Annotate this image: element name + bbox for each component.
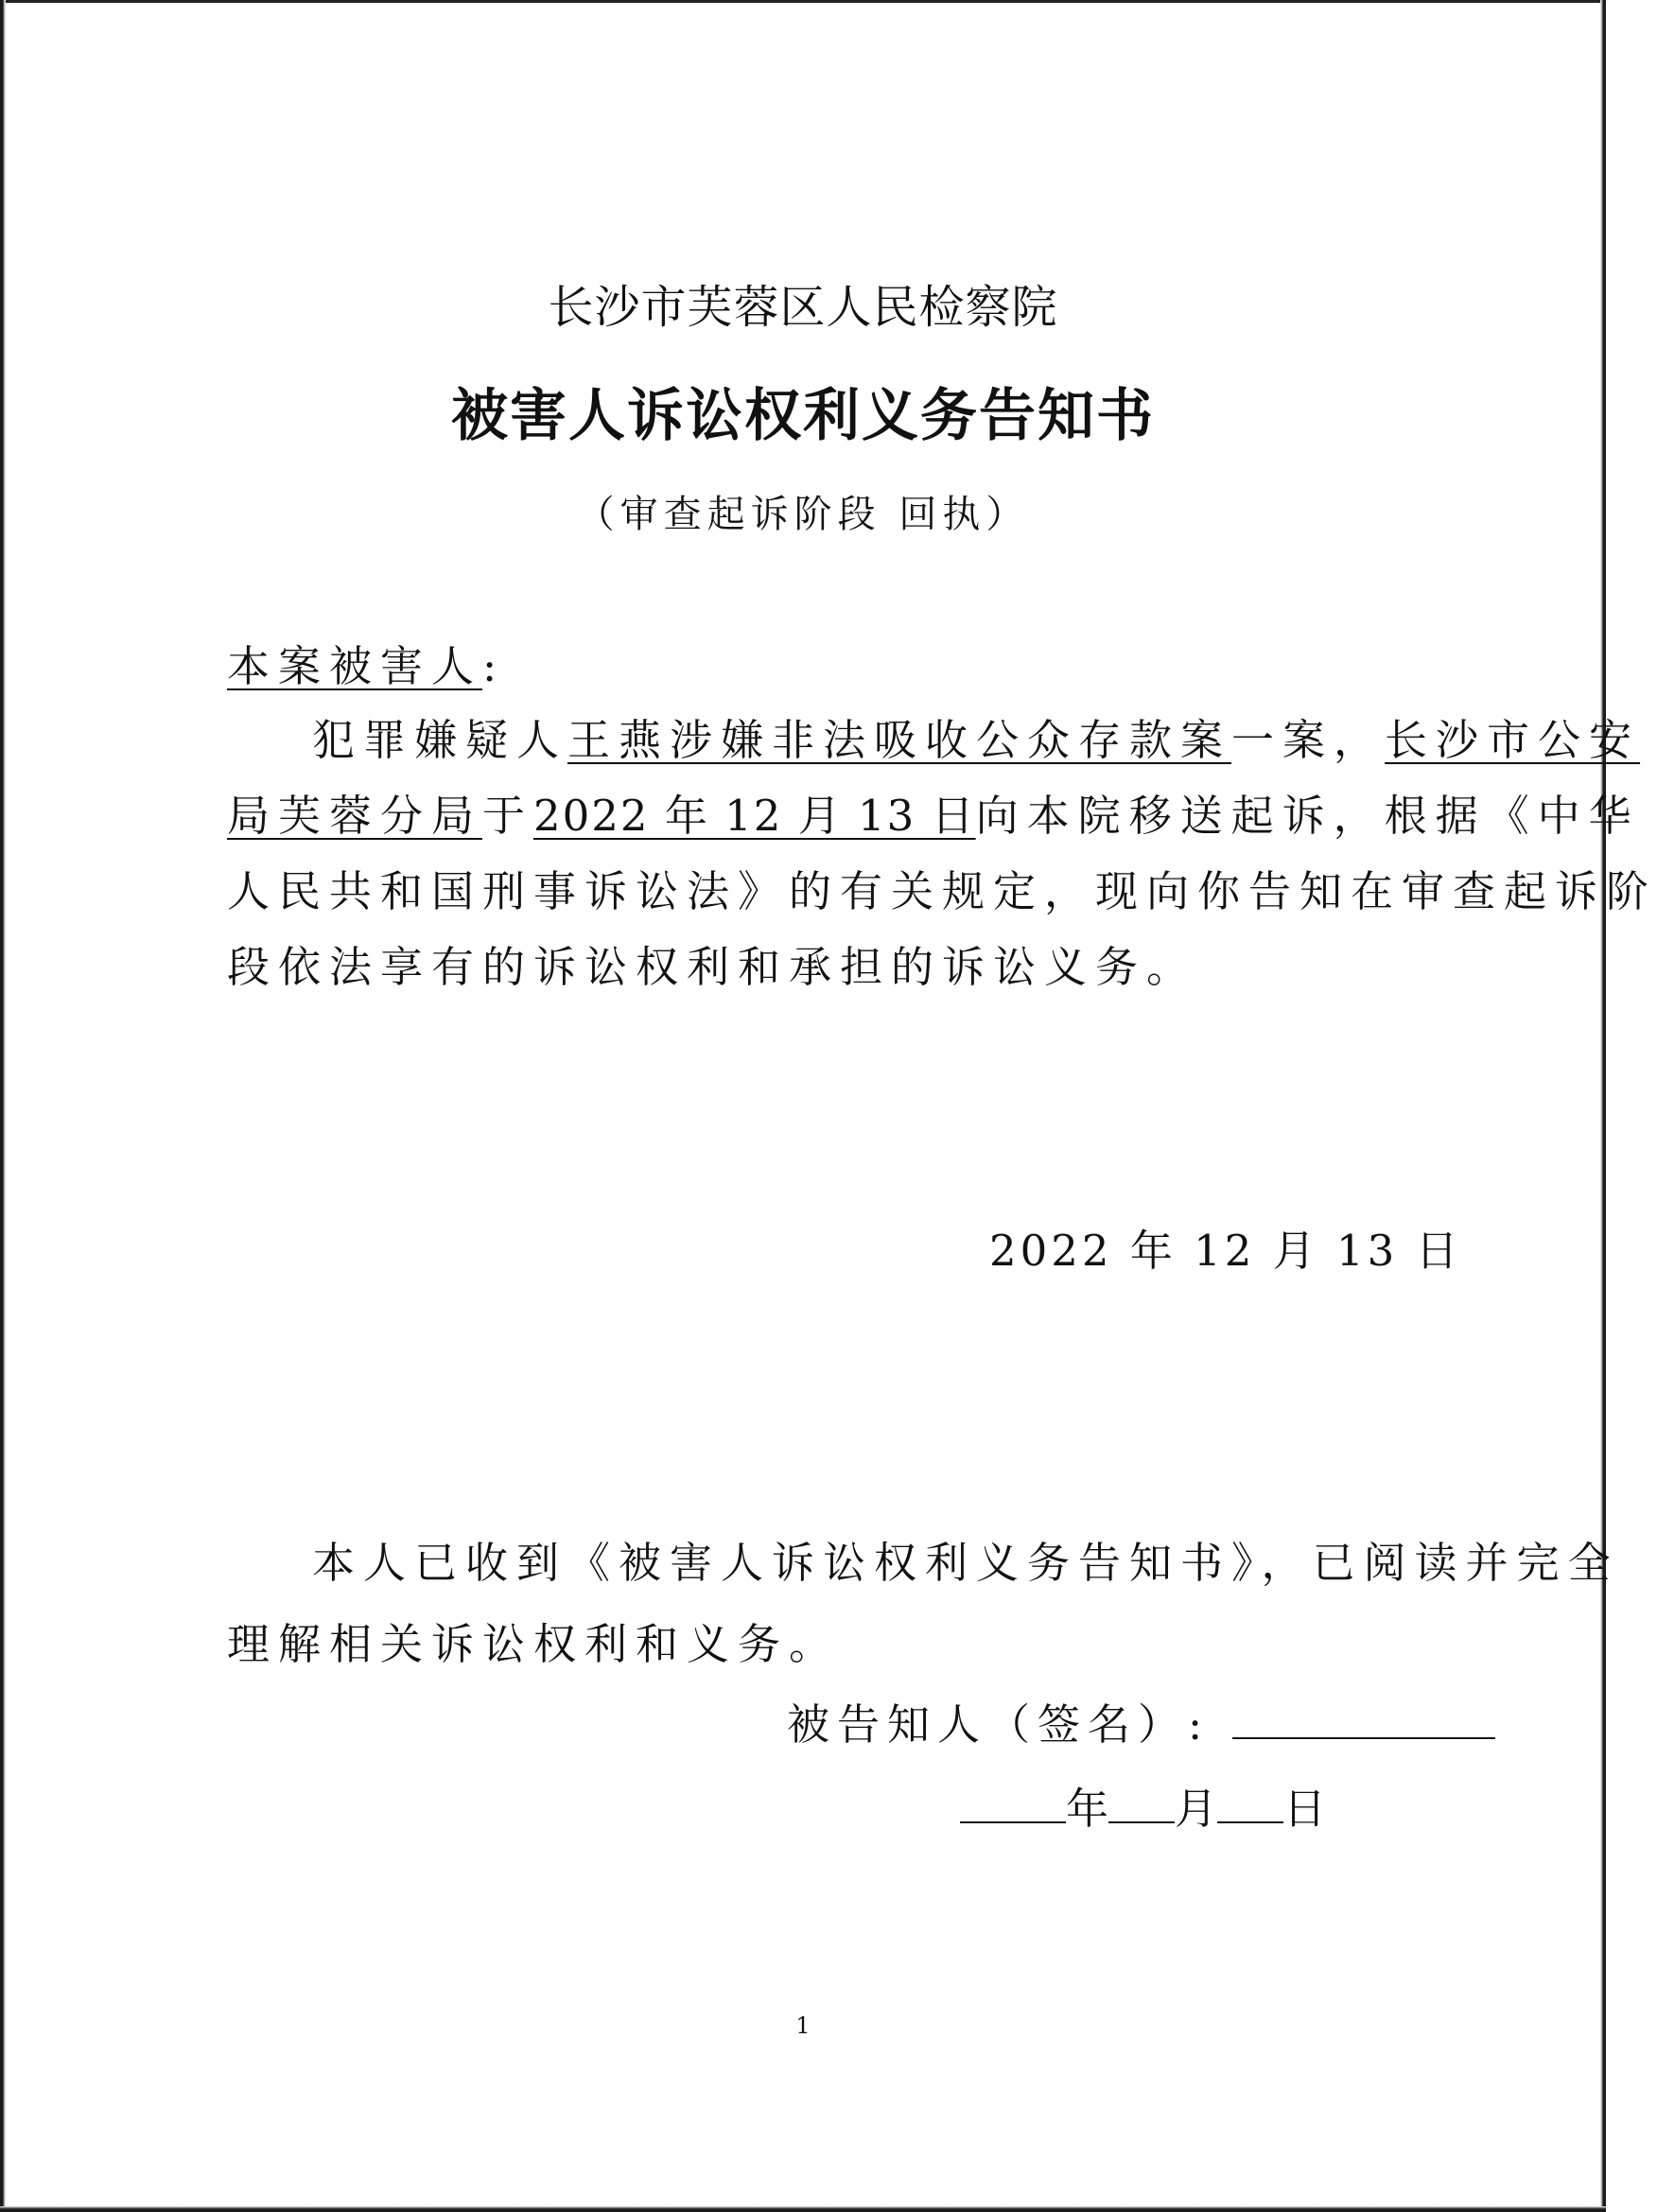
day-label: 日 bbox=[1283, 1784, 1327, 1834]
year-field[interactable] bbox=[960, 1784, 1066, 1823]
case-suffix: 一案， bbox=[1231, 715, 1386, 765]
year-label: 年 bbox=[1066, 1784, 1109, 1834]
signature-field[interactable] bbox=[1232, 1699, 1495, 1739]
signature-line bbox=[787, 1690, 1495, 1751]
month-label: 月 bbox=[1175, 1784, 1218, 1834]
body-line-2 bbox=[227, 781, 1640, 843]
page-number: 1 bbox=[795, 2012, 811, 2039]
day-field[interactable] bbox=[1217, 1784, 1283, 1823]
scan-edge-bottom bbox=[0, 2206, 1606, 2212]
signature-label: 被告知人（签名）: bbox=[787, 1699, 1211, 1750]
receipt-line-2: 理解相关诉讼权利和义务。 bbox=[227, 1619, 841, 1669]
agency-part2: 局芙蓉分局 bbox=[227, 791, 483, 841]
document-subtitle: （审查起诉阶段 回执） bbox=[576, 493, 1030, 536]
body-line-2-rest: 向本院移送起诉，根据《中华 bbox=[975, 791, 1640, 841]
document-title: 被害人诉讼权利义务告知书 bbox=[451, 383, 1155, 449]
addressee: 本案被害人 bbox=[227, 641, 483, 691]
body-line-1 bbox=[312, 705, 1640, 767]
case-name: 王燕涉嫌非法吸收公众存款案 bbox=[567, 715, 1232, 765]
signature-date-line bbox=[960, 1774, 1326, 1836]
month-field[interactable] bbox=[1108, 1784, 1175, 1823]
transfer-date: 2022 年 12 月 13 日 bbox=[533, 791, 976, 841]
receipt-line-1: 本人已收到《被害人诉讼权利义务告知书》，已阅读并完全 bbox=[312, 1538, 1619, 1588]
addressee-line bbox=[227, 632, 505, 693]
agency-part1: 长沙市公安 bbox=[1385, 715, 1641, 765]
addressee-colon: : bbox=[482, 641, 506, 691]
suspect-prefix: 犯罪嫌疑人 bbox=[312, 715, 568, 765]
transfer-prefix: 于 bbox=[482, 791, 534, 841]
organization-name: 长沙市芙蓉区人民检察院 bbox=[548, 281, 1058, 334]
scan-edge-top bbox=[0, 0, 1606, 3]
issue-date: 2022 年 12 月 13 日 bbox=[989, 1226, 1462, 1276]
body-line-3: 人民共和国刑事诉讼法》的有关规定，现向你告知在审查起诉阶 bbox=[227, 866, 1657, 916]
body-line-4: 段依法享有的诉讼权利和承担的诉讼义务。 bbox=[227, 942, 1198, 992]
